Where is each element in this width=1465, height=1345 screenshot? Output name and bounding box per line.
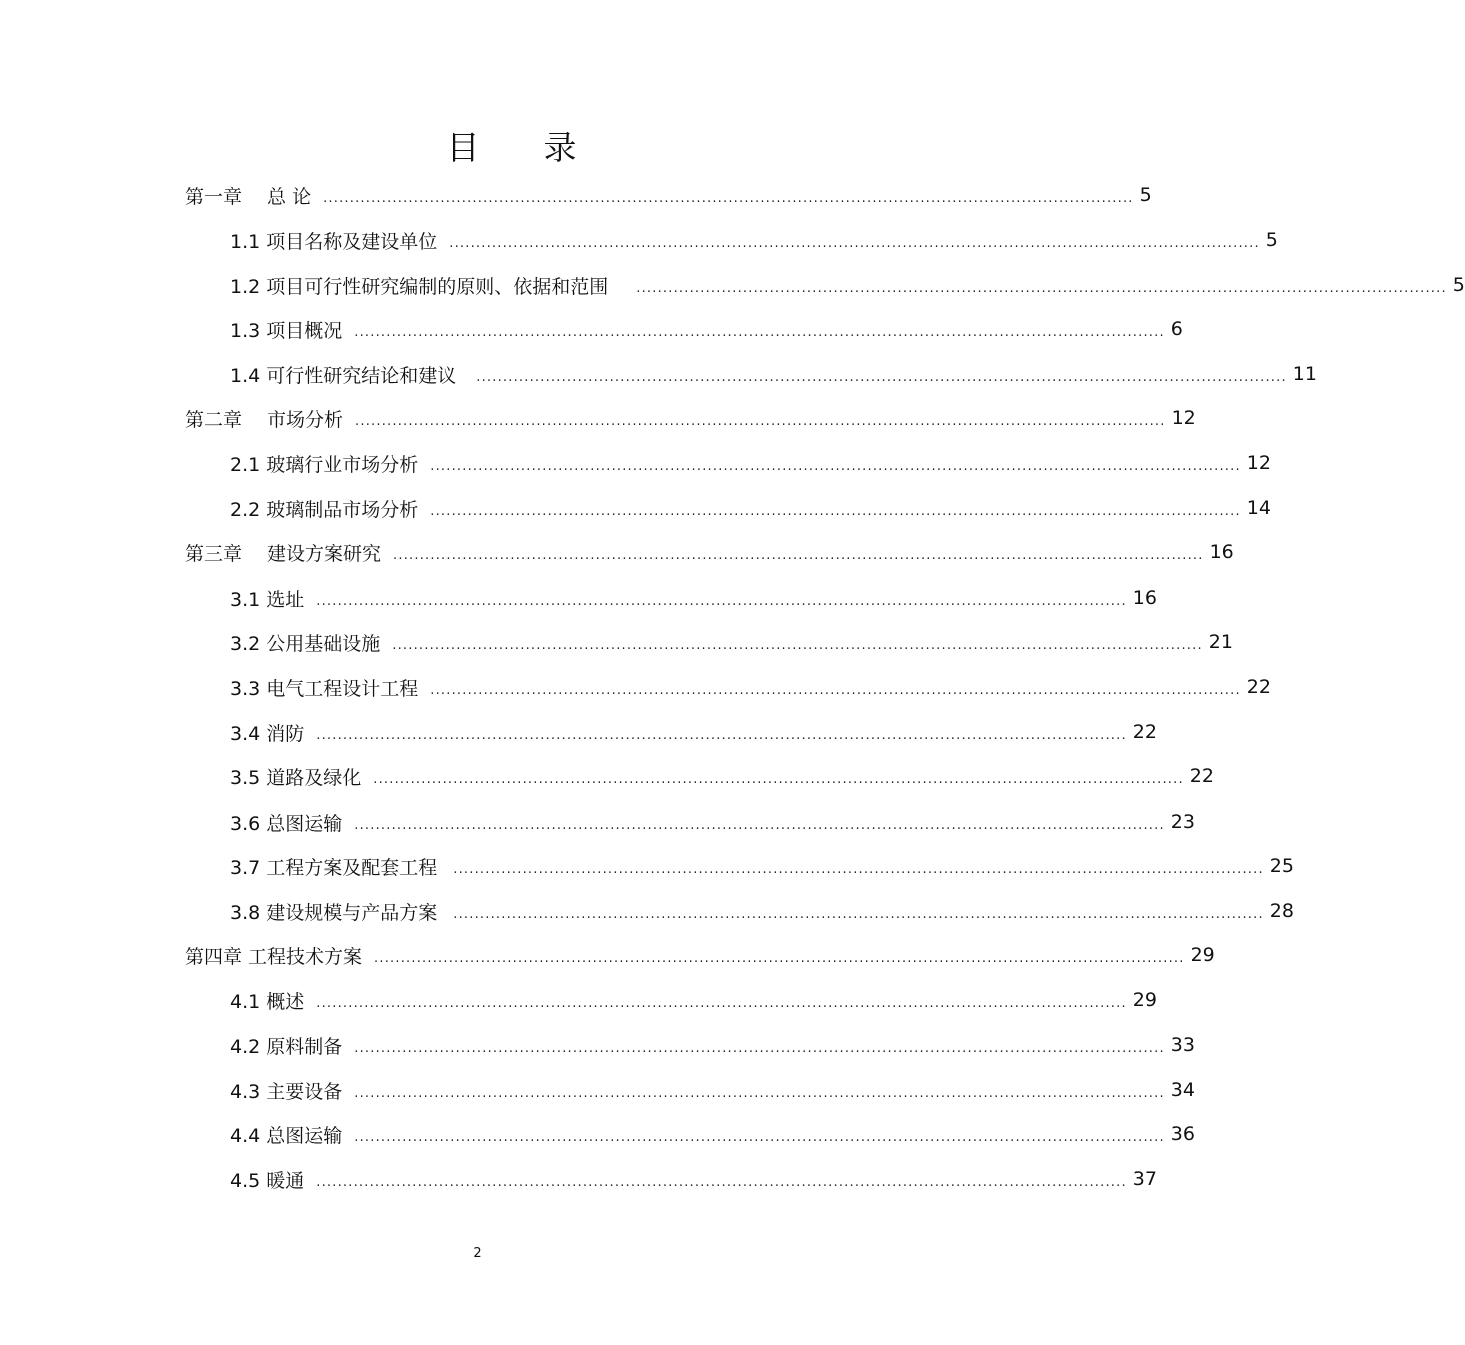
toc-leader-dots: ........................................................................................................................................................ bbox=[316, 995, 1127, 1011]
toc-entry-page: 14 bbox=[1246, 497, 1271, 519]
toc-leader-dots: ........................................................................................................................................................ bbox=[355, 413, 1166, 429]
toc-leader-dots: ........................................................................................................................................................ bbox=[430, 682, 1241, 698]
toc-leader-dots: ........................................................................................................................................................ bbox=[354, 1129, 1165, 1145]
toc-entry-3-6[interactable] bbox=[230, 807, 1195, 837]
toc-entry-label: 第二章 市场分析 bbox=[185, 408, 344, 431]
toc-leader-dots: ........................................................................................................................................................ bbox=[354, 1085, 1165, 1101]
toc-entry-chapter-3[interactable] bbox=[185, 537, 1234, 567]
toc-entry-page: 22 bbox=[1246, 676, 1271, 698]
toc-entry-page: 23 bbox=[1170, 811, 1195, 833]
toc-entry-page: 6 bbox=[1170, 318, 1183, 340]
toc-leader-dots: ........................................................................................................................................................ bbox=[316, 1174, 1127, 1190]
toc-entry-page: 11 bbox=[1292, 363, 1317, 385]
toc-leader-dots: ........................................................................................................................................................ bbox=[453, 861, 1264, 877]
toc-entry-label: 4.2 原料制备 bbox=[230, 1035, 343, 1058]
toc-leader-dots: ........................................................................................................................................................ bbox=[354, 1040, 1165, 1056]
toc-leader-dots: ........................................................................................................................................................ bbox=[354, 324, 1165, 340]
toc-leader-dots: ........................................................................................................................................................ bbox=[449, 235, 1260, 251]
toc-entry-4-4[interactable] bbox=[230, 1119, 1195, 1149]
toc-entry-page: 28 bbox=[1269, 900, 1294, 922]
toc-entry-page: 5 bbox=[1265, 229, 1278, 251]
toc-entry-page: 12 bbox=[1246, 452, 1271, 474]
toc-entry-3-4[interactable] bbox=[230, 717, 1157, 747]
toc-leader-dots: ........................................................................................................................................................ bbox=[354, 817, 1165, 833]
title-char-1: 目 bbox=[446, 128, 482, 167]
toc-leader-dots: ........................................................................................................................................................ bbox=[430, 503, 1241, 519]
toc-entry-4-2[interactable] bbox=[230, 1030, 1195, 1060]
toc-entry-label: 4.5 暖通 bbox=[230, 1169, 305, 1192]
toc-entry-page: 29 bbox=[1132, 989, 1157, 1011]
toc-entry-page: 16 bbox=[1132, 587, 1157, 609]
toc-entry-page: 36 bbox=[1170, 1123, 1195, 1145]
toc-entry-label: 3.8 建设规模与产品方案 bbox=[230, 901, 438, 924]
toc-leader-dots: ........................................................................................................................................................ bbox=[636, 280, 1447, 296]
toc-entry-1-3[interactable] bbox=[230, 314, 1183, 344]
toc-entry-label: 4.1 概述 bbox=[230, 990, 305, 1013]
toc-leader-dots: ........................................................................................................................................................ bbox=[453, 906, 1264, 922]
toc-entry-label: 1.4 可行性研究结论和建议 bbox=[230, 364, 457, 387]
toc-entry-page: 37 bbox=[1132, 1168, 1157, 1190]
toc-entry-label: 3.6 总图运输 bbox=[230, 812, 343, 835]
toc-leader-dots: ........................................................................................................................................................ bbox=[316, 593, 1127, 609]
toc-leader-dots: ........................................................................................................................................................ bbox=[476, 369, 1287, 385]
toc-entry-page: 25 bbox=[1269, 855, 1294, 877]
toc-entry-3-8[interactable] bbox=[230, 896, 1294, 926]
toc-entry-4-1[interactable] bbox=[230, 985, 1157, 1015]
toc-entry-label: 3.3 电气工程设计工程 bbox=[230, 677, 419, 700]
toc-entry-label: 1.1 项目名称及建设单位 bbox=[230, 230, 438, 253]
toc-leader-dots: ........................................................................................................................................................ bbox=[392, 637, 1203, 653]
toc-entry-label: 3.2 公用基础设施 bbox=[230, 632, 381, 655]
toc-entry-label: 4.4 总图运输 bbox=[230, 1124, 343, 1147]
toc-entry-chapter-4[interactable] bbox=[185, 940, 1215, 970]
toc-entry-label: 第一章 总 论 bbox=[185, 185, 312, 208]
toc-entry-label: 2.1 玻璃行业市场分析 bbox=[230, 453, 419, 476]
toc-leader-dots: ........................................................................................................................................................ bbox=[430, 458, 1241, 474]
toc-leader-dots: ........................................................................................................................................................ bbox=[323, 190, 1134, 206]
toc-entry-label: 3.1 选址 bbox=[230, 588, 305, 611]
toc-leader-dots: ........................................................................................................................................................ bbox=[316, 727, 1127, 743]
toc-leader-dots: ........................................................................................................................................................ bbox=[393, 547, 1204, 563]
page-number: 2 bbox=[473, 1246, 482, 1261]
toc-entry-label: 1.2 项目可行性研究编制的原则、依据和范围 bbox=[230, 275, 609, 298]
toc-entry-3-5[interactable] bbox=[230, 761, 1214, 791]
toc-entry-chapter-1[interactable] bbox=[185, 180, 1152, 210]
toc-leader-dots: ........................................................................................................................................................ bbox=[374, 950, 1185, 966]
toc-entry-label: 2.2 玻璃制品市场分析 bbox=[230, 498, 419, 521]
toc-entry-chapter-2[interactable] bbox=[185, 403, 1196, 433]
toc-entry-page: 5 bbox=[1452, 274, 1465, 296]
toc-entry-3-1[interactable] bbox=[230, 583, 1157, 613]
toc-entry-label: 3.5 道路及绿化 bbox=[230, 766, 362, 789]
toc-entry-1-1[interactable] bbox=[230, 225, 1278, 255]
toc-entry-3-3[interactable] bbox=[230, 672, 1271, 702]
toc-entry-page: 22 bbox=[1132, 721, 1157, 743]
page-title bbox=[0, 122, 1025, 169]
toc-entry-label: 3.7 工程方案及配套工程 bbox=[230, 856, 438, 879]
toc-leader-dots: ........................................................................................................................................................ bbox=[373, 771, 1184, 787]
toc-entry-page: 12 bbox=[1171, 407, 1196, 429]
toc-entry-page: 5 bbox=[1139, 184, 1152, 206]
toc-entry-3-7[interactable] bbox=[230, 851, 1294, 881]
toc-entry-label: 第四章 工程技术方案 bbox=[185, 945, 363, 968]
toc-entry-label: 4.3 主要设备 bbox=[230, 1080, 343, 1103]
toc-entry-page: 21 bbox=[1208, 631, 1233, 653]
toc-entry-label: 3.4 消防 bbox=[230, 722, 305, 745]
toc-entry-4-3[interactable] bbox=[230, 1075, 1195, 1105]
toc-entry-3-2[interactable] bbox=[230, 627, 1233, 657]
toc-entry-2-2[interactable] bbox=[230, 493, 1271, 523]
toc-entry-1-2[interactable] bbox=[230, 270, 1465, 300]
toc-entry-4-5[interactable] bbox=[230, 1164, 1157, 1194]
toc-entry-page: 33 bbox=[1170, 1034, 1195, 1056]
title-char-2: 录 bbox=[543, 128, 579, 167]
toc-entry-page: 16 bbox=[1209, 541, 1234, 563]
toc-entry-page: 29 bbox=[1190, 944, 1215, 966]
toc-entry-2-1[interactable] bbox=[230, 448, 1271, 478]
toc-entry-page: 22 bbox=[1189, 765, 1214, 787]
toc-entry-page: 34 bbox=[1170, 1079, 1195, 1101]
toc-entry-label: 1.3 项目概况 bbox=[230, 319, 343, 342]
toc-entry-1-4[interactable] bbox=[230, 359, 1317, 389]
toc-entry-label: 第三章 建设方案研究 bbox=[185, 542, 382, 565]
